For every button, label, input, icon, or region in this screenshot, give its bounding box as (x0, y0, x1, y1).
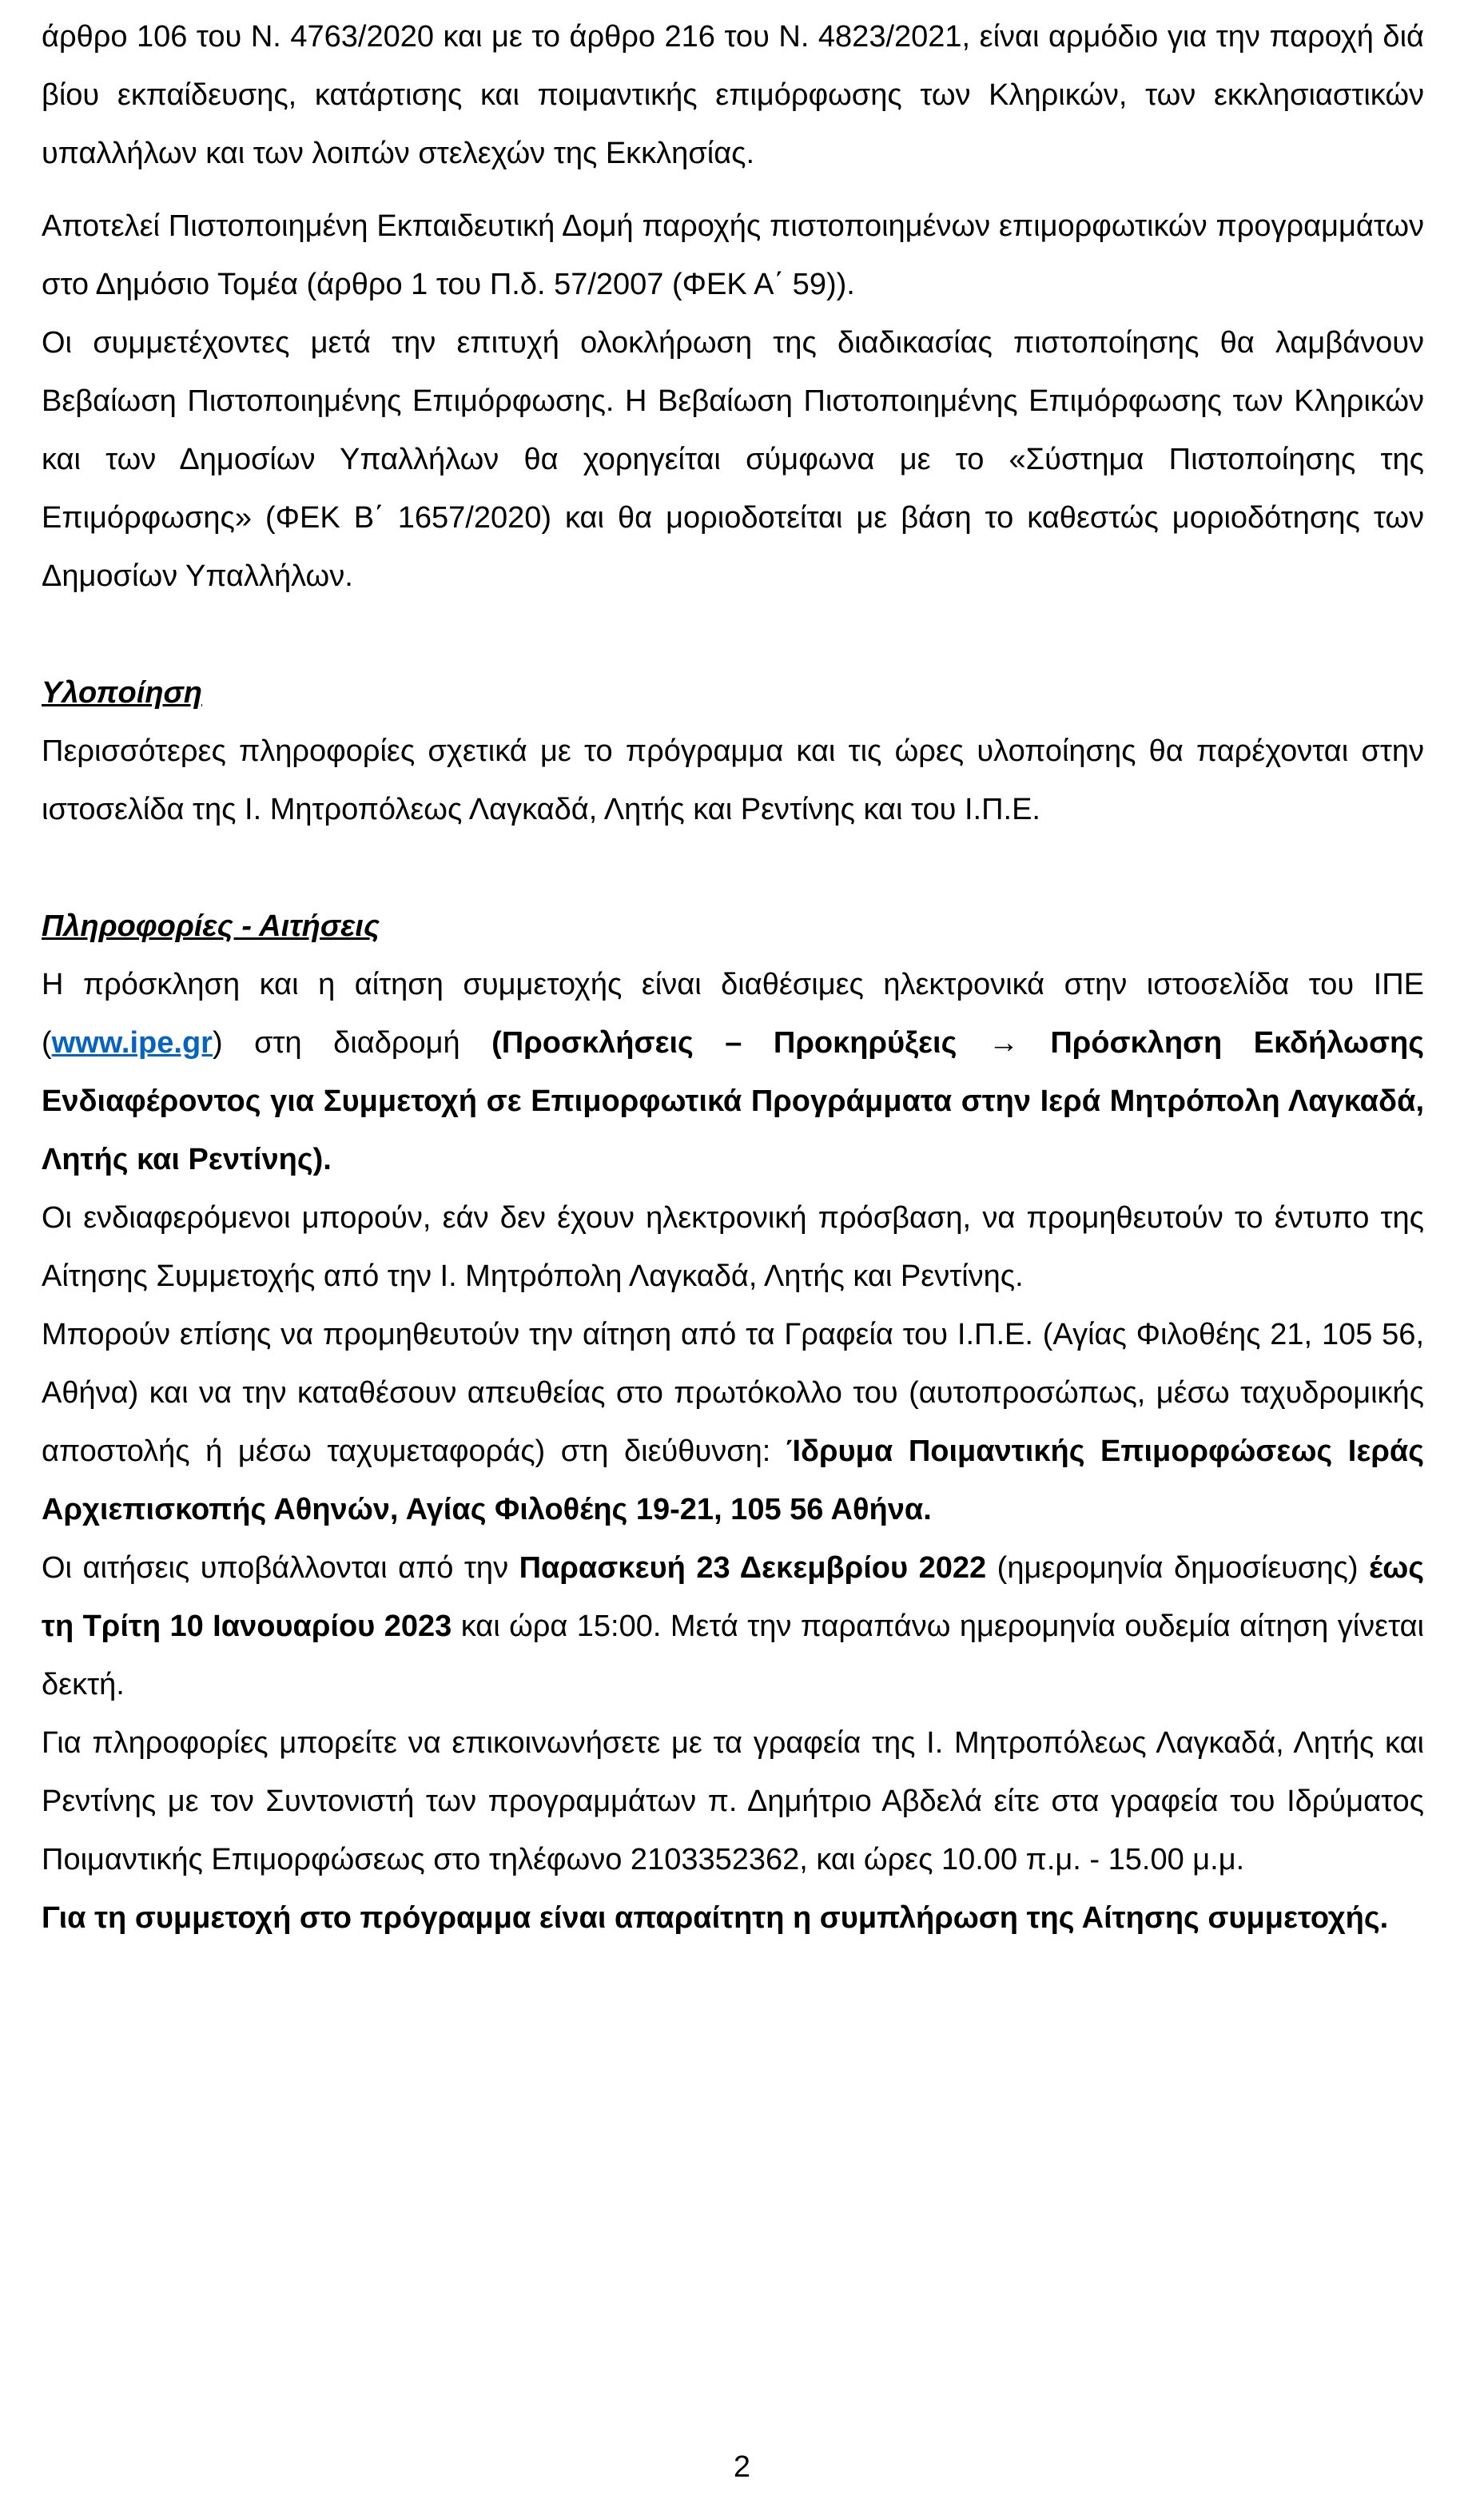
availability-route-path: (Προσκλήσεις – Προκηρύξεις → Πρόσκληση Εκδήλωσης Ενδιαφέροντος για Συμμετοχή σε Επιμορφωτικά Προγράμματα στην Ιερά Μητρόπολη Λαγκαδά, Λητής και Ρεντίνης). (42, 1026, 1424, 1176)
submission-text-end: και ώρα 15:00. Μετά την παραπάνω ημερομηνία ουδεμία αίτηση γίνεται δεκτή. (42, 1610, 1424, 1701)
paragraph-certificate: Οι συμμετέχοντες μετά την επιτυχή ολοκλήρωση της διαδικασίας πιστοποίησης θα λαμβάνουν Βεβαίωση Πιστοποιημένης Επιμόρφωσης. Η Βεβαίωση Πιστοποιημένης Επιμόρφωσης των Κληρικών και των Δημοσίων Υπαλλήλων θα χορηγείται σύμφωνα με το «Σύστημα Πιστοποίησης της Επιμόρφωσης» (ΦΕΚ Β΄ 1657/2020) και θα μοριοδοτείται με βάση το καθεστώς μοριοδότησης των Δημοσίων Υπαλλήλων. (42, 326, 1424, 593)
offices-address: Ίδρυμα Ποιμαντικής Επιμορφώσεως Ιεράς Αρχιεπισκοπής Αθηνών, Αγίας Φιλοθέης 19-21, 105 56 Αθήνα. (42, 1435, 1424, 1526)
availability-text: Η πρόσκληση και η αίτηση συμμετοχής είναι διαθέσιμες ηλεκτρονικά στην ιστοσελίδα του ΙΠΕ ( (42, 968, 1424, 1060)
availability-text-route: ) στη διαδρομή (212, 1026, 492, 1060)
submission-end-date: έως τη Τρίτη 10 Ιανουαρίου 2023 (42, 1551, 1424, 1643)
paragraph-ipe-offices (42, 1306, 1424, 1539)
paragraph-paper-form: Οι ενδιαφερόμενοι μπορούν, εάν δεν έχουν ηλεκτρονική πρόσβαση, να προμηθευτούν το έντυπο της Αίτησης Συμμετοχής από την Ι. Μητρόπολη Λαγκαδά, Λητής και Ρεντίνης. (42, 1201, 1424, 1293)
paragraph-application-required: Για τη συμμετοχή στο πρόγραμμα είναι απαραίτητη η συμπλήρωση της Αίτησης συμμετοχής. (42, 1901, 1389, 1935)
paragraph-application-availability (42, 956, 1424, 1189)
ipe-website-link[interactable]: www.ipe.gr (51, 1026, 213, 1060)
heading-information-applications: Πληροφορίες - Αιτήσεις (42, 909, 380, 943)
submission-start-date: Παρασκευή 23 Δεκεμβρίου 2022 (519, 1551, 987, 1585)
page-number: 2 (733, 2450, 751, 2484)
heading-implementation: Υλοποίηση (42, 676, 202, 710)
submission-text-start: Οι αιτήσεις υποβάλλονται από την (42, 1551, 519, 1585)
document-body (42, 8, 1424, 1948)
submission-text-middle: (ημερομηνία δημοσίευσης) (986, 1551, 1369, 1585)
paragraph-implementation-info: Περισσότερες πληροφορίες σχετικά με το πρόγραμμα και τις ώρες υλοποίησης θα παρέχονται στην ιστοσελίδα της Ι. Μητροπόλεως Λαγκαδά, Λητής και Ρεντίνης και του Ι.Π.Ε. (42, 734, 1424, 826)
paragraph-certified-structure: Αποτελεί Πιστοποιημένη Εκπαιδευτική Δομή παροχής πιστοποιημένων επιμορφωτικών προγραμμάτων στο Δημόσιο Τομέα (άρθρο 1 του Π.δ. 57/2007 (ΦΕΚ Α΄ 59)). (42, 209, 1424, 301)
paragraph-submission-dates (42, 1539, 1424, 1714)
paragraph-contact-info: Για πληροφορίες μπορείτε να επικοινωνήσετε με τα γραφεία της Ι. Μητροπόλεως Λαγκαδά, Λητής και Ρεντίνης με τον Συντονιστή των προγραμμάτων π. Δημήτριο Αβδελά είτε στα γραφεία του Ιδρύματος Ποιμαντικής Επιμορφώσεως στο τηλέφωνο 2103352362, και ώρες 10.00 π.μ. - 15.00 μ.μ. (42, 1726, 1424, 1876)
paragraph-legal-basis: άρθρο 106 του Ν. 4763/2020 και με το άρθρο 216 του Ν. 4823/2021, είναι αρμόδιο για την παροχή διά βίου εκπαίδευσης, κατάρτισης και ποιμαντικής επιμόρφωσης των Κληρικών, των εκκλησιαστικών υπαλλήλων και των λοιπών στελεχών της Εκκλησίας. (42, 20, 1424, 170)
offices-text: Μπορούν επίσης να προμηθευτούν την αίτηση από τα Γραφεία του Ι.Π.Ε. (Αγίας Φιλοθέης 21, 105 56, Αθήνα) και να την καταθέσουν απευθείας στο πρωτόκολλο του (αυτοπροσώπως, μέσω ταχυδρομικής αποστολής ή μέσω ταχυμεταφοράς) στη διεύθυνση: (42, 1318, 1424, 1468)
